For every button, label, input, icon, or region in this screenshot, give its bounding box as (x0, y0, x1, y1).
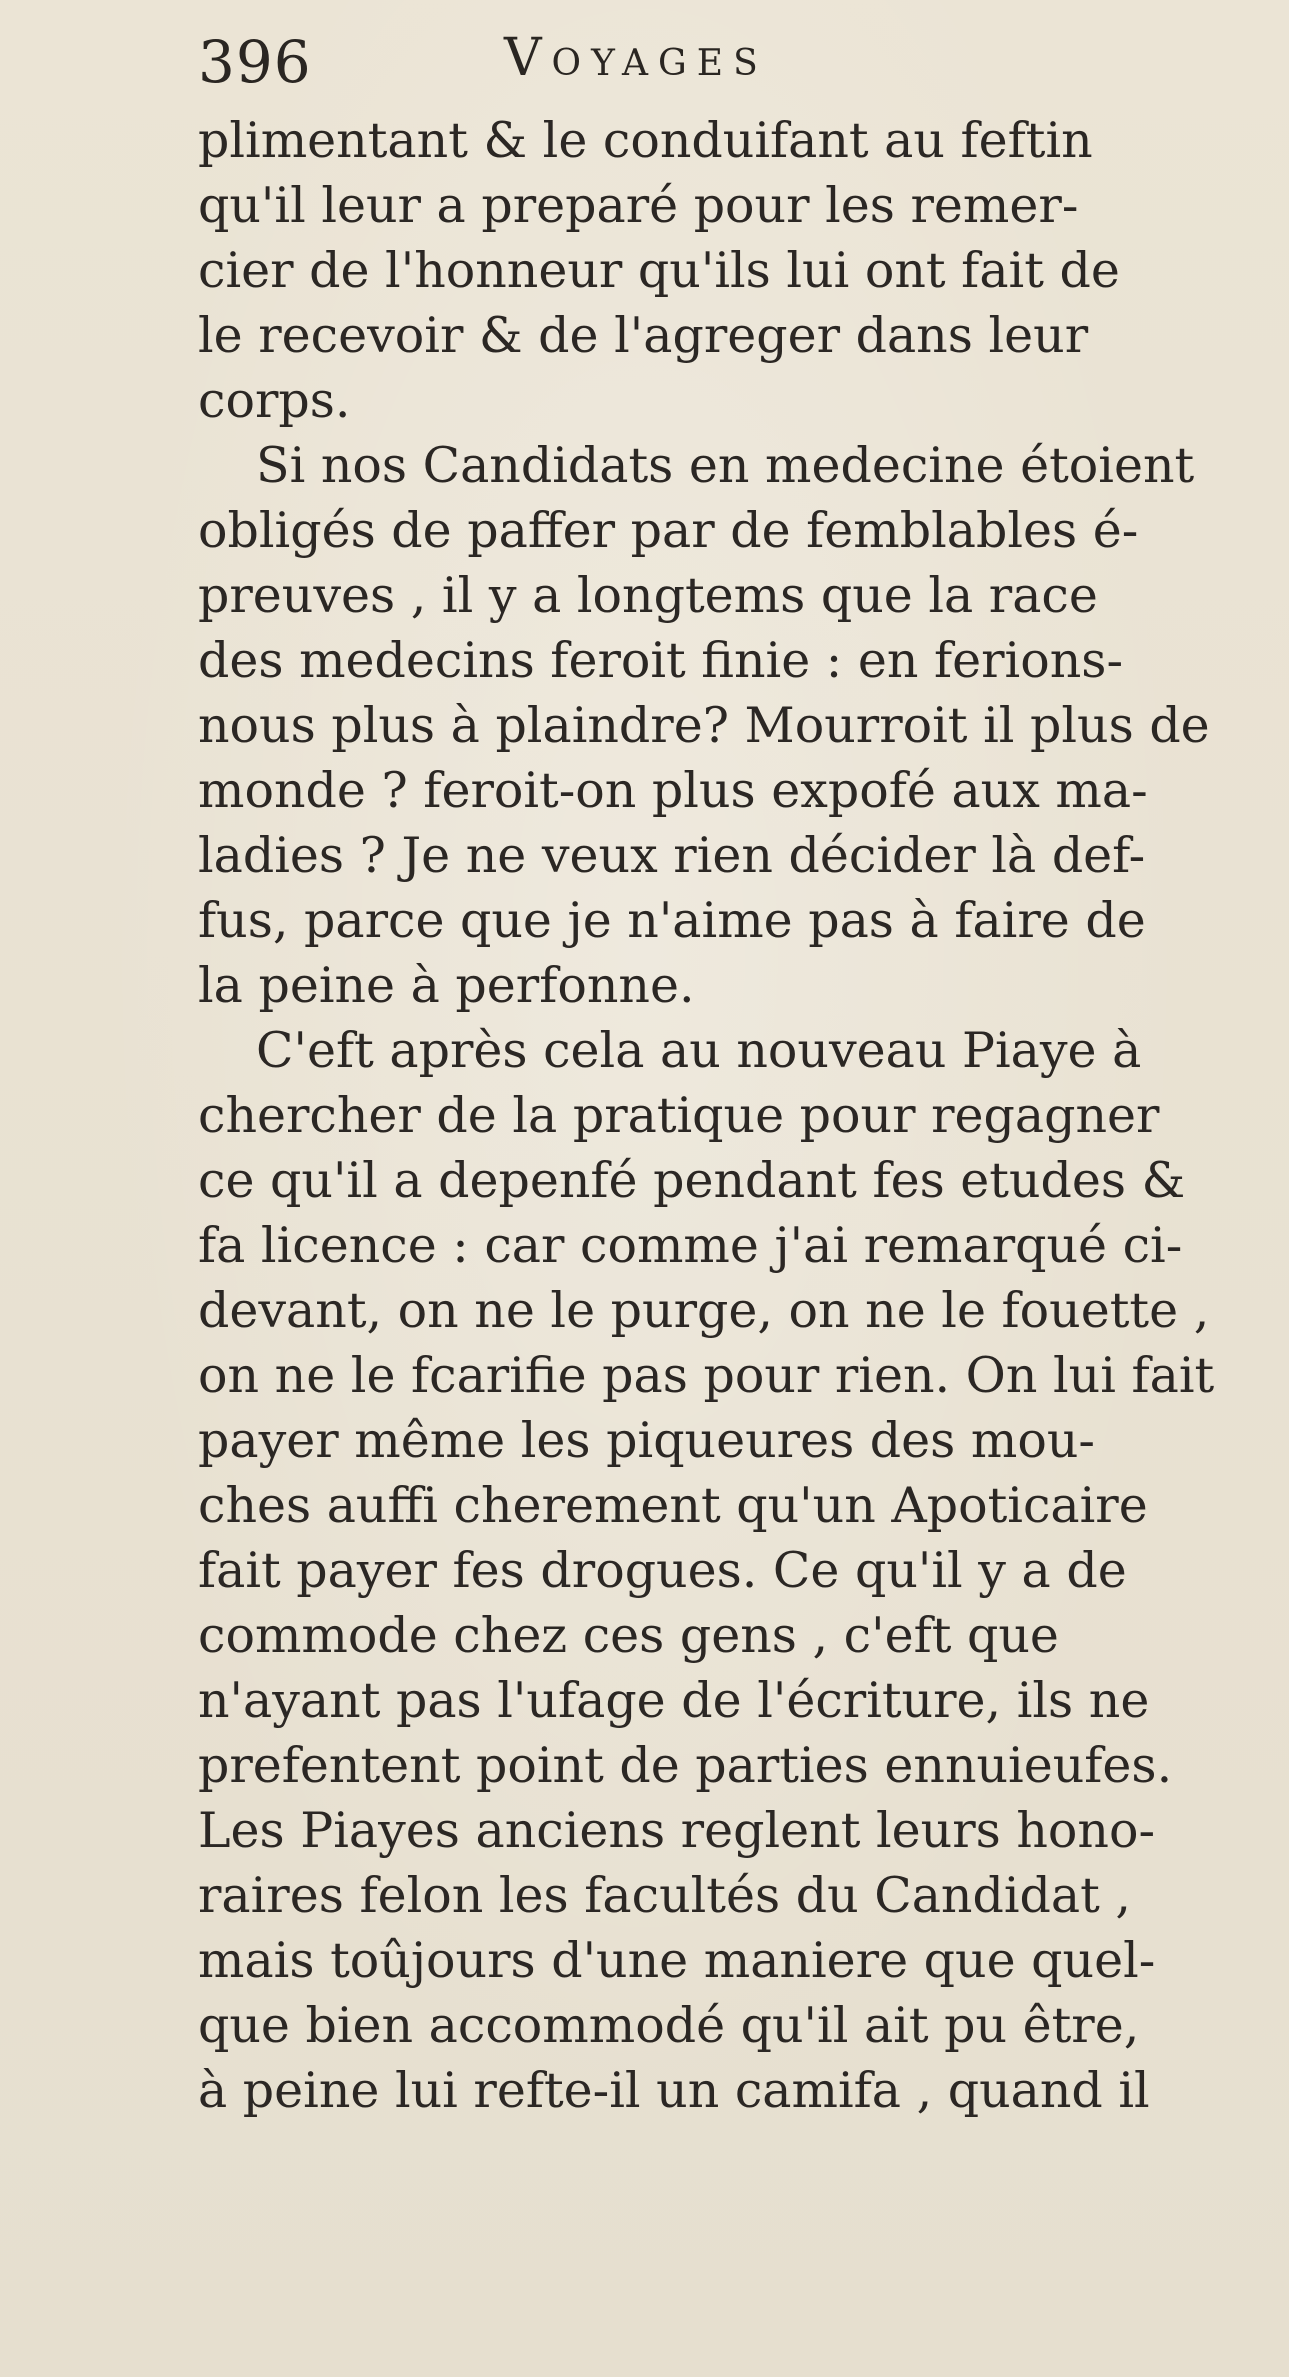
text-line: que bien accommodé qu'il ait pu être, (198, 1997, 1140, 2054)
text-line: des medecins feroit finie : en ferions- (198, 632, 1123, 689)
text-line: à peine lui refte-il un camifa , quand il (198, 2062, 1150, 2119)
text-line: payer même les piqueures des mou- (198, 1412, 1095, 1469)
text-line: n'ayant pas l'ufage de l'écriture, ils ne (198, 1672, 1150, 1729)
text-line: fait payer fes drogues. Ce qu'il y a de (198, 1542, 1127, 1599)
text-line: fa licence : car comme j'ai remarqué ci- (198, 1217, 1183, 1274)
text-line: obligés de paffer par de femblables é- (198, 502, 1139, 559)
text-line: raires felon les facultés du Candidat , (198, 1867, 1131, 1924)
text-line: ce qu'il a depenfé pendant fes etudes & (198, 1152, 1186, 1209)
text-line: on ne le fcarifie pas pour rien. On lui fait (198, 1347, 1215, 1404)
text-line: monde ? feroit-on plus expofé aux ma- (198, 762, 1148, 819)
text-line: Les Piayes anciens reglent leurs hono- (198, 1802, 1156, 1859)
text-line: corps. (198, 372, 351, 429)
text-line: ladies ? Je ne veux rien décider là def- (198, 827, 1146, 884)
page-header (198, 22, 1098, 102)
running-head: Voyages (504, 28, 768, 88)
text-line: fus, parce que je n'aime pas à faire de (198, 892, 1146, 949)
text-line: nous plus à plaindre? Mourroit il plus de (198, 697, 1210, 754)
text-line: le recevoir & de l'agreger dans leur (198, 307, 1089, 364)
text-line: la peine à perfonne. (198, 957, 695, 1014)
text-line: mais toûjours d'une maniere que quel- (198, 1932, 1156, 1989)
text-line: devant, on ne le purge, on ne le fouette , (198, 1282, 1210, 1339)
body-text (198, 108, 1238, 2123)
text-line: prefentent point de parties ennuieufes. (198, 1737, 1173, 1794)
text-line: preuves , il y a longtems que la race (198, 567, 1098, 624)
page-number: 396 (198, 28, 312, 96)
text-line: chercher de la pratique pour regagner (198, 1087, 1160, 1144)
text-line: qu'il leur a preparé pour les remer- (198, 177, 1079, 234)
text-line: plimentant & le conduifant au feftin (198, 112, 1093, 169)
text-line: ches auffi cherement qu'un Apoticaire (198, 1477, 1148, 1534)
paragraph-start-line: C'eft après cela au nouveau Piaye à (256, 1022, 1142, 1079)
text-line: cier de l'honneur qu'ils lui ont fait de (198, 242, 1120, 299)
text-line: commode chez ces gens , c'eft que (198, 1607, 1059, 1664)
paragraph-start-line: Si nos Candidats en medecine étoient (256, 437, 1195, 494)
